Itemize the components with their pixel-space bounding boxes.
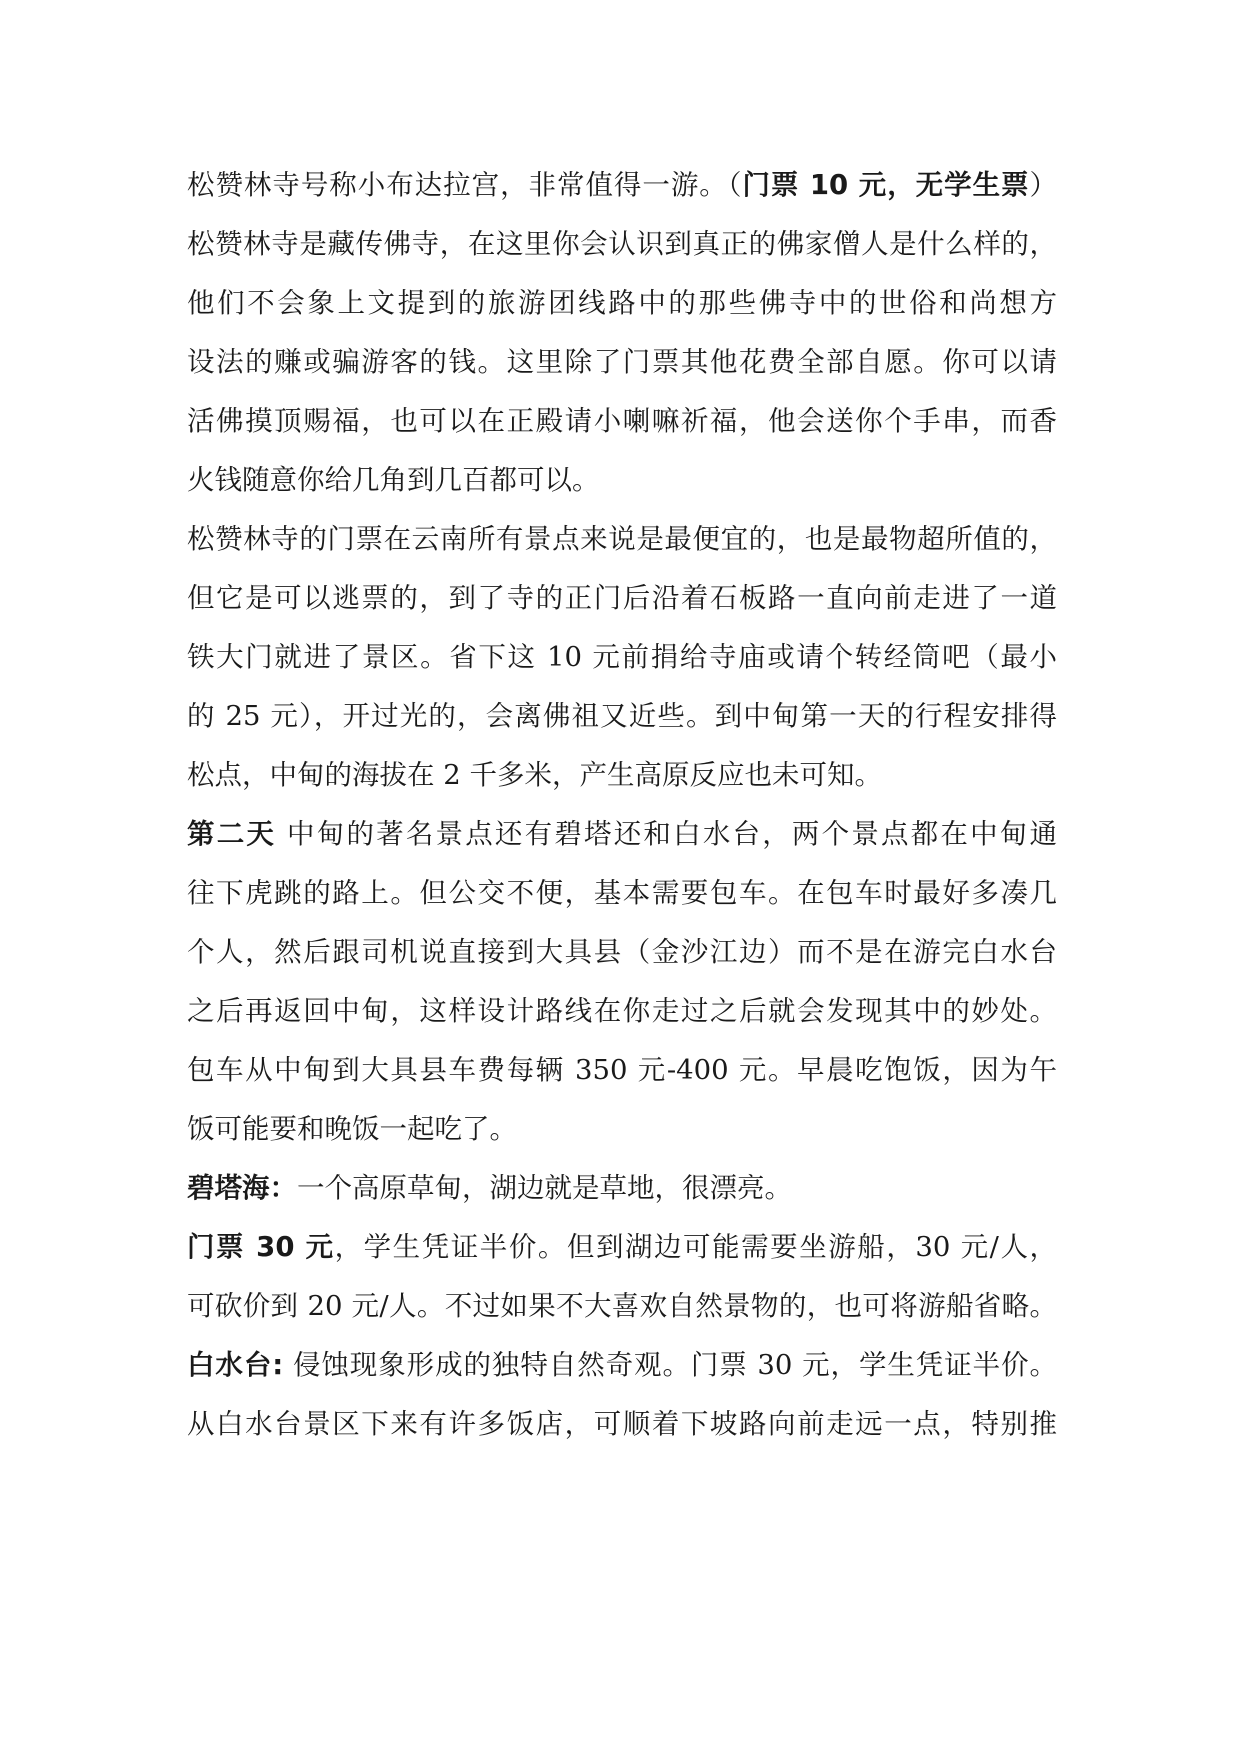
text-segment: 往下虎跳的路上。但公交不便，基本需要包车。在包车时最好多凑几 xyxy=(187,877,1057,909)
text-line xyxy=(187,1100,1057,1159)
text-segment: 松赞林寺号称小布达拉宫，非常值得一游。（ xyxy=(187,169,743,201)
text-segment: 他们不会象上文提到的旅游团线路中的那些佛寺中的世俗和尚想方 xyxy=(187,287,1057,319)
text-segment: 但它是可以逃票的，到了寺的正门后沿着石板路一直向前走进了一道 xyxy=(187,582,1057,614)
bold-text-segment: 门票 30 元 xyxy=(187,1231,335,1263)
bold-text-segment: 白水台: xyxy=(187,1349,284,1381)
text-line xyxy=(187,333,1057,392)
text-line xyxy=(187,805,1057,864)
text-segment: 的 25 元），开过光的，会离佛祖又近些。到中甸第一天的行程安排得 xyxy=(187,700,1057,732)
text-line xyxy=(187,215,1057,274)
text-line xyxy=(187,1159,1057,1218)
text-line xyxy=(187,451,1057,510)
text-segment: 松赞林寺的门票在云南所有景点来说是最便宜的，也是最物超所值的， xyxy=(187,523,1057,555)
text-line xyxy=(187,1041,1057,1100)
text-segment: 从白水台景区下来有许多饭店，可顺着下坡路向前走远一点，特别推 xyxy=(187,1408,1057,1440)
text-segment: 中甸的著名景点还有碧塔还和白水台，两个景点都在中甸通 xyxy=(276,818,1058,850)
text-line xyxy=(187,156,1057,215)
text-segment: 之后再返回中甸，这样设计路线在你走过之后就会发现其中的妙处。 xyxy=(187,995,1057,1027)
text-line xyxy=(187,274,1057,333)
text-segment: 松赞林寺是藏传佛寺，在这里你会认识到真正的佛家僧人是什么样的， xyxy=(187,228,1057,260)
text-segment: 设法的赚或骗游客的钱。这里除了门票其他花费全部自愿。你可以请 xyxy=(187,346,1057,378)
text-segment: 松点，中甸的海拔在 2 千多米，产生高原反应也未可知。 xyxy=(187,759,882,791)
text-segment: 铁大门就进了景区。省下这 10 元前捐给寺庙或请个转经筒吧（最小 xyxy=(187,641,1057,673)
text-line xyxy=(187,1395,1057,1454)
bold-text-segment: 碧塔海： xyxy=(187,1172,297,1204)
text-line xyxy=(187,569,1057,628)
bold-text-segment: 第二天 xyxy=(187,818,277,850)
text-segment: ，学生凭证半价。但到湖边可能需要坐游船，30 元/人， xyxy=(334,1231,1057,1263)
bold-text-segment: 门票 10 元，无学生票 xyxy=(742,169,1030,201)
text-line xyxy=(187,628,1057,687)
text-line xyxy=(187,1218,1057,1277)
text-line xyxy=(187,510,1057,569)
text-line xyxy=(187,746,1057,805)
text-line xyxy=(187,982,1057,1041)
text-line xyxy=(187,923,1057,982)
text-segment: 包车从中甸到大具县车费每辆 350 元-400 元。早晨吃饱饭，因为午 xyxy=(187,1054,1057,1086)
text-line xyxy=(187,1277,1057,1336)
text-segment: 火钱随意你给几角到几百都可以。 xyxy=(187,464,600,496)
text-line xyxy=(187,687,1057,746)
text-segment: 可砍价到 20 元/人。不过如果不大喜欢自然景物的，也可将游船省略。 xyxy=(187,1290,1057,1322)
text-segment: ） xyxy=(1029,169,1057,201)
text-segment: 侵蚀现象形成的独特自然奇观。门票 30 元，学生凭证半价。 xyxy=(283,1349,1057,1381)
text-line xyxy=(187,864,1057,923)
text-line xyxy=(187,1336,1057,1395)
document-body xyxy=(187,156,1057,1454)
text-segment: 个人，然后跟司机说直接到大具县（金沙江边）而不是在游完白水台 xyxy=(187,936,1057,968)
text-segment: 饭可能要和晚饭一起吃了。 xyxy=(187,1113,517,1145)
text-segment: 活佛摸顶赐福，也可以在正殿请小喇嘛祈福，他会送你个手串，而香 xyxy=(187,405,1057,437)
text-segment: 一个高原草甸，湖边就是草地，很漂亮。 xyxy=(297,1172,792,1204)
text-line xyxy=(187,392,1057,451)
